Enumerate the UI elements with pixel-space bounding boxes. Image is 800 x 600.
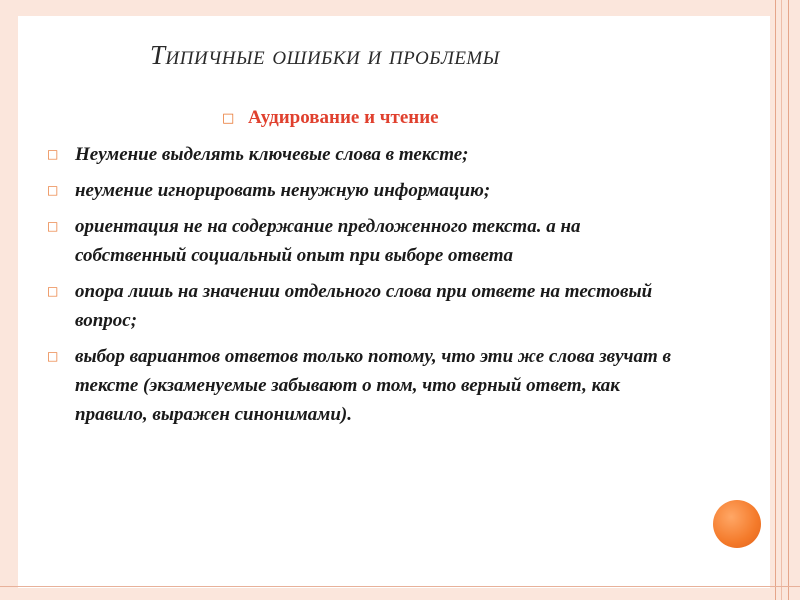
frame-line	[788, 0, 789, 600]
slide-title: Типичные ошибки и проблемы	[150, 40, 500, 70]
list-item-text: ориентация не на содержание предложенного текста. а на собственный социальный опыт при выборе ответа	[75, 216, 581, 266]
list-item	[45, 277, 695, 335]
bullet-icon: □	[47, 284, 59, 298]
slide-subtitle: Аудирование и чтение	[248, 107, 439, 128]
list-item	[45, 140, 695, 169]
orange-circle-decoration	[713, 500, 761, 548]
bullet-icon: □	[47, 349, 59, 363]
bullet-icon: □	[47, 147, 59, 161]
frame-bottom-border	[0, 588, 800, 600]
bullet-icon: □	[222, 110, 235, 126]
list-item	[45, 176, 695, 205]
list-item-text: опора лишь на значении отдельного слова при ответе на тестовый вопрос;	[75, 281, 653, 331]
frame-line	[0, 586, 800, 587]
list-item-text: Неумение выделять ключевые слова в тексте;	[75, 144, 469, 165]
frame-line	[781, 0, 782, 600]
bullet-icon: □	[47, 219, 59, 233]
list-item-text: выбор вариантов ответов только потому, что эти же слова звучат в тексте (экзаменуемые забывают о том, что верный ответ, как правило, выражен синонимами).	[75, 346, 672, 425]
bullet-icon: □	[47, 183, 59, 197]
frame-left-border	[0, 0, 18, 600]
subtitle-row	[222, 107, 439, 129]
list-item	[45, 342, 695, 429]
frame-line	[775, 0, 776, 600]
list-item-text: неумение игнорировать ненужную информацию;	[75, 180, 491, 201]
list-item	[45, 212, 695, 270]
bullet-list	[45, 140, 695, 436]
frame-top-border	[0, 0, 800, 16]
